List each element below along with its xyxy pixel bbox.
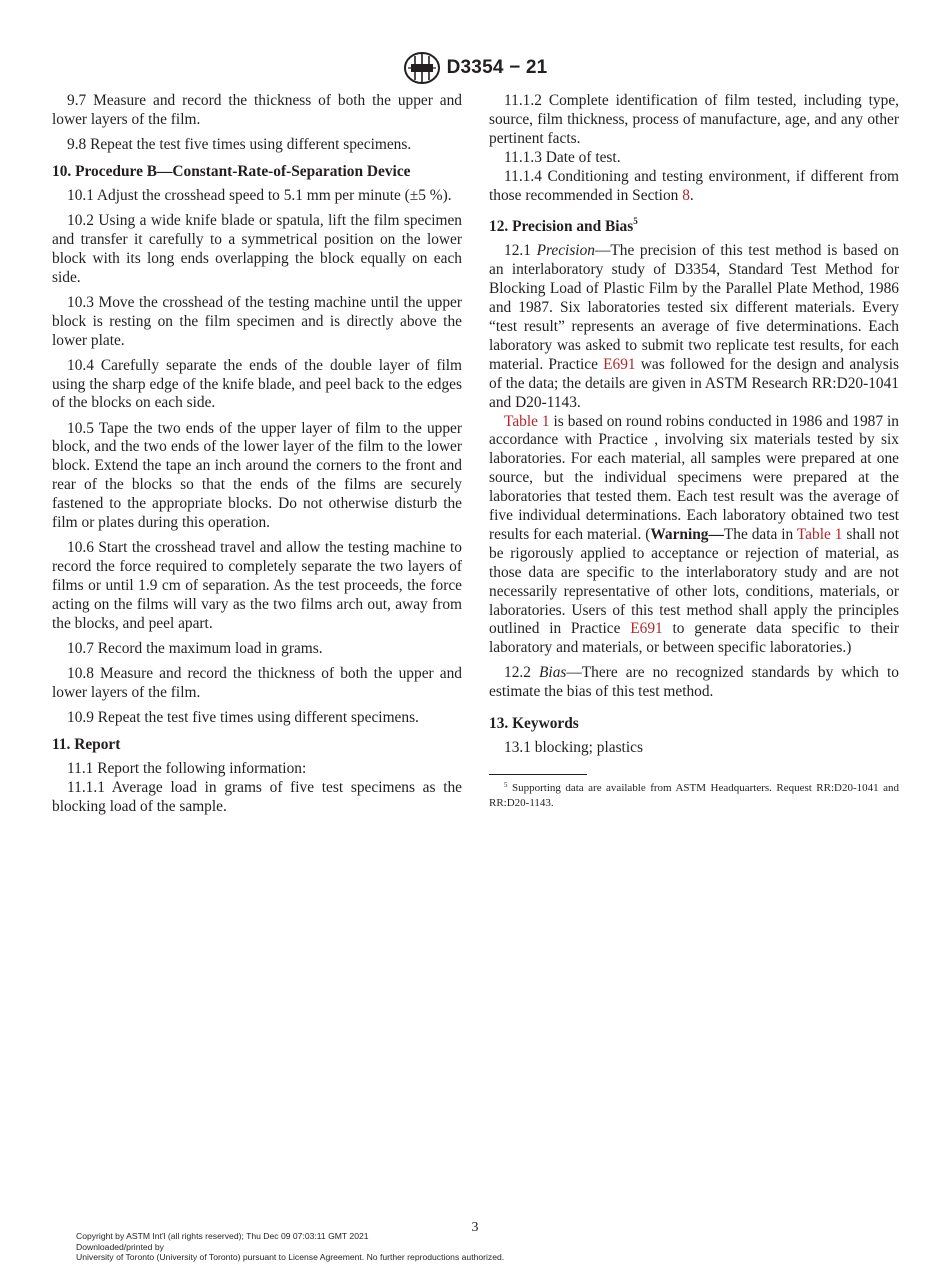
- e691-link[interactable]: E691: [603, 355, 636, 373]
- astm-logo-icon: [403, 51, 441, 85]
- page-number: 3: [471, 1220, 479, 1235]
- footnote-5-text: Supporting data are available from ASTM Headquarters. Request RR:D20-1041 and RR:D20-1143.: [489, 782, 899, 809]
- table-1-link-2[interactable]: Table 1: [796, 525, 843, 543]
- section-12-1-number: 12.1: [504, 242, 537, 260]
- section-12-2: [489, 664, 899, 702]
- precision-term: Precision: [536, 242, 595, 260]
- footnote-5-marker: 5: [504, 781, 508, 790]
- heading-section-12: [489, 218, 899, 237]
- e691-link-2[interactable]: E691: [630, 620, 663, 638]
- footnote-divider: [489, 774, 587, 775]
- section-10-2: 10.2 Using a wide knife blade or spatula, lift the film specimen and transfer it carefully to a symmetrical position on the lower block with its long ends overlapping the block equally on each side.: [52, 211, 462, 286]
- copyright-line-2: Downloaded/printed by: [76, 1241, 164, 1252]
- copyright-line-3: University of Toronto (University of Toronto) pursuant to License Agreement. No further reproductions authorized.: [76, 1252, 505, 1263]
- document-id: D3354 − 21: [446, 57, 548, 78]
- copyright-notice: [76, 1231, 504, 1263]
- heading-section-13: 13. Keywords: [489, 715, 579, 733]
- warning-label: Warning—: [650, 525, 724, 543]
- right-column: [489, 92, 899, 810]
- section-11-1-4-end: .: [689, 186, 694, 204]
- section-10-3: 10.3 Move the crosshead of the testing machine until the upper block is resting on the film specimen and is directly above the lower plate.: [52, 293, 462, 349]
- section-10-4: 10.4 Carefully separate the ends of the double layer of film using the sharp edge of the knife blade, and peel back to the edges of the blocks on each side.: [52, 356, 462, 412]
- section-11-1-4: [489, 168, 899, 206]
- section-11-1-4-text: 11.1.4 Conditioning and testing environment, if different from those recommended in Section: [489, 167, 899, 204]
- copyright-line-1: Copyright by ASTM Int'l (all rights reserved); Thu Dec 09 07:03:11 GMT 2021: [76, 1231, 369, 1241]
- bias-term: Bias: [539, 664, 567, 682]
- section-8-link[interactable]: 8: [682, 186, 690, 204]
- section-9-8: 9.8 Repeat the test five times using different specimens.: [67, 136, 412, 153]
- footnote-ref-5[interactable]: 5: [633, 216, 638, 227]
- heading-section-11: 11. Report: [52, 735, 121, 753]
- warning-text: The data in: [723, 525, 797, 543]
- heading-section-10: 10. Procedure B—Constant-Rate-of-Separation Device: [52, 162, 411, 180]
- footnote-5: [489, 781, 899, 810]
- left-column: [52, 92, 462, 817]
- section-10-1: 10.1 Adjust the crosshead speed to 5.1 mm per minute (±5 %).: [67, 186, 452, 204]
- section-12-1: [489, 242, 899, 412]
- section-11-1-3: 11.1.3 Date of test.: [504, 148, 621, 166]
- section-12-1-text-end: was followed for the design and analysis of the data; the details are given in ASTM Research RR:D20-1041 and D20-1143.: [489, 355, 899, 411]
- page-header: [0, 50, 950, 86]
- warning-text-end: to generate data specific to their laboratory and materials, or between specific laboratories.): [489, 620, 899, 657]
- section-9-7: 9.7 Measure and record the thickness of both the upper and lower layers of the film.: [52, 92, 462, 128]
- section-12-2-text: —There are no recognized standards by which to estimate the bias of this test method.: [489, 664, 899, 701]
- section-12-1-text: —The precision of this test method is based on an interlaboratory study of D3354, Standard Test Method for Blocking Load of Plastic Film by the Parallel Plate Method, 1986 and 1987. Six laboratories tested six different materials. Every “test result” represents an average of five determinations. Each laboratory was asked to submit two replicate test results, for each material. Practice: [489, 242, 899, 373]
- section-10-9: 10.9 Repeat the test five times using different specimens.: [67, 708, 419, 726]
- section-11-1-2: 11.1.2 Complete identification of film tested, including type, source, film thickness, process of manufacture, age, and any other pertinent facts.: [489, 92, 899, 147]
- table-1-link[interactable]: Table 1: [504, 412, 550, 430]
- section-11-1-1: 11.1.1 Average load in grams of five test specimens as the blocking load of the sample.: [52, 778, 462, 815]
- section-10-7: 10.7 Record the maximum load in grams.: [67, 639, 323, 657]
- section-10-6: 10.6 Start the crosshead travel and allow the testing machine to record the force required to completely separate the two layers of films or until 1.9 cm of separation. As the test proceeds, the force acting on the films will vary as the two films arch out, away from the blocks, and peel apart.: [52, 539, 462, 632]
- section-11-1: 11.1 Report the following information:: [67, 759, 307, 777]
- section-10-5: 10.5 Tape the two ends of the upper layer of film to the upper block, and the two ends of the lower layer of the film to the lower block. Extend the tape an inch around the corners to the front and rear of the blocks so that the ends of the films are securely fastened to the appropriate blocks. Do not otherwise disturb the film or plates during this operation.: [52, 419, 462, 532]
- section-12-2-number: 12.2: [504, 664, 540, 682]
- section-10-8: 10.8 Measure and record the thickness of both the upper and lower layers of the film.: [52, 664, 462, 701]
- section-13-1: 13.1 blocking; plastics: [504, 739, 643, 757]
- table-1-paragraph-text: is based on round robins conducted in 1986 and 1987 in accordance with Practice , involving six materials tested by six laboratories. For each material, all samples were prepared at one source, but the individual specimens were prepared at the laboratories that tested them. Each test result was the average of five individual determinations. Each laboratory obtained two test results for each material. (: [489, 412, 899, 543]
- heading-section-12-text: 12. Precision and Bias: [489, 218, 634, 236]
- warning-text-continued: shall not be rigorously applied to acceptance or rejection of material, as those data are specific to the interlaboratory study and are not necessarily representative of other lots, conditions, materials, or laboratories. Users of this test method shall apply the principles outlined in Practice: [489, 525, 899, 638]
- table-1-paragraph: [489, 413, 899, 659]
